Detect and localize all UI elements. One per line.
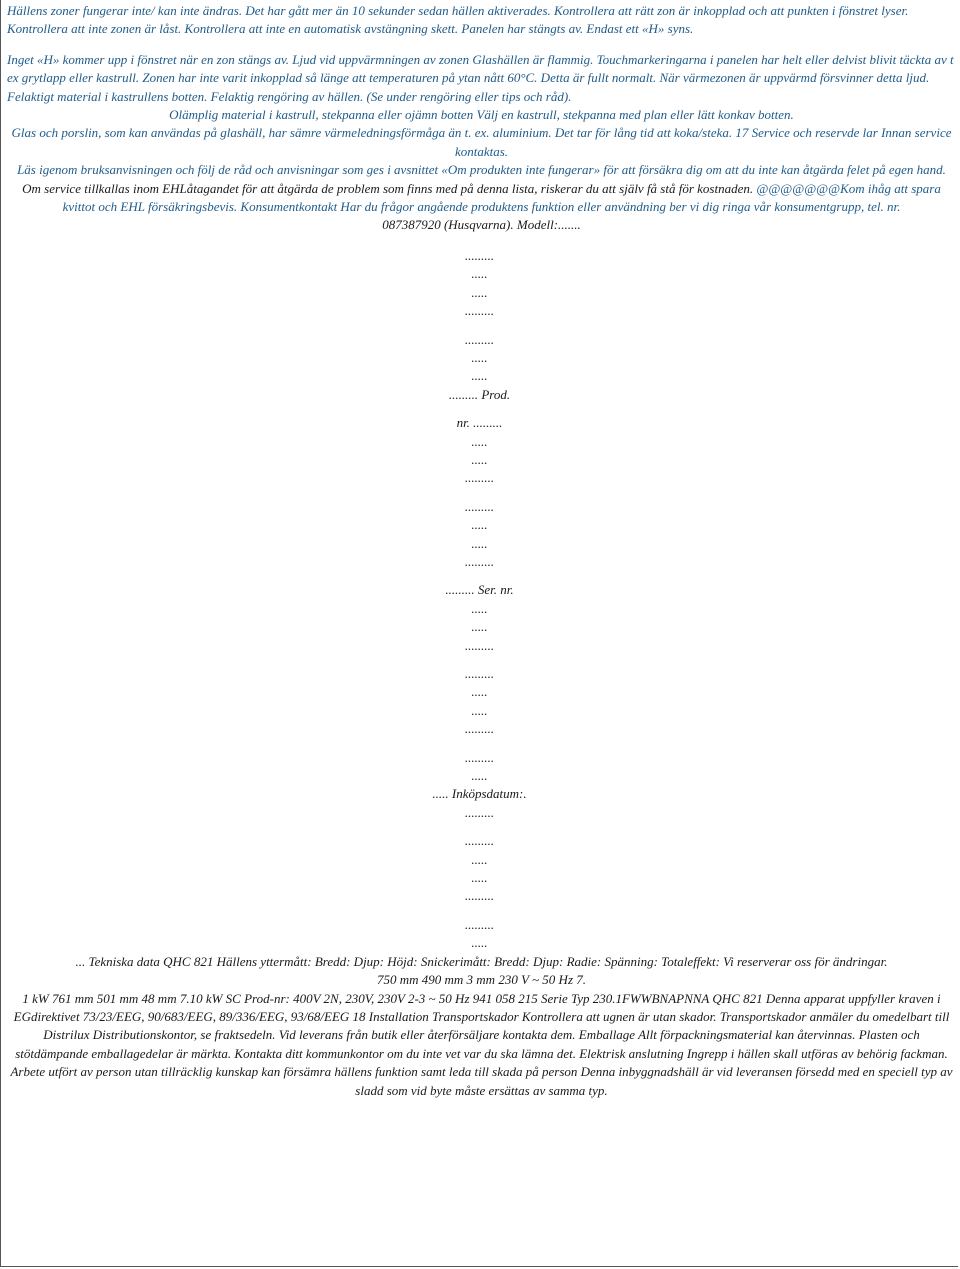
paragraph-read-manual [1,161,958,216]
paragraph-no-h-indicator: Inget «H» kommer upp i fönstret när en zon stängs av. Ljud vid uppvärmningen av zonen Glashällen är flammig. Touchmarkeringarna i panelen har helt eller delvist blivit täckta av t ex grytlapp eller kastrull. Zonen har inte varit inkopplad så länge att temperaturen på ytan nått 60°C. Detta är fullt normalt. När värmezonen är uppvärmd försvinner detta ljud. Felaktigt material i kastrullens botten. Felaktig rengöring av hällen. (Se under rengöring eller tips och råd). [7,51,954,104]
dot-line: ..... [471,600,488,616]
dot-line: ..... [471,368,488,384]
dot-line: ......... [464,833,495,849]
dot-line: ..... [471,935,488,951]
dot-line: ..... [471,702,488,718]
dot-line: ..... [471,284,488,300]
dot-line: ..... [471,684,488,700]
dot-line: ......... [464,247,495,263]
consumer-contact-text: @@@@@@@Kom ihåg att spara kvittot och EHL försäkringsbevis. Konsumentkontakt Har du frågor angående produktens funktion eller användning ber vi dig ringa vår konsumentgrupp, tel. nr. [62,180,941,215]
dot-line: ..... [471,266,488,282]
paragraph-glass-porcelain: Glas och porslin, som kan användas på glashäll, har sämre värmeledningsförmåga än t. ex. aluminium. Det tar för lång tid att koka/steka. 17 Service och reservde lar Innan service kontaktas. [11,125,952,159]
purchase-date-line: ..... Inköpsdatum:. [432,786,527,802]
dot-line: ..... [471,451,488,467]
dot-line: ......... [464,331,495,347]
paragraph-zones-not-working: Hällens zoner fungerar inte/ kan inte ändras. Det har gått mer än 10 sekunder sedan hällen aktiverades. Kontrollera att rätt zon är inkopplad och att punkten i fönstret lyser. Kontrollera att inte zonen är låst. Kontrollera att inte en automatisk avstängning skett. Panelen har stängts av. Endast ett «H» syns. [7,3,909,37]
dot-line: ......... [464,470,495,486]
prod-nr-line: nr. ......... [456,415,503,431]
dot-line: ..... [471,870,488,886]
ser-nr-line: ......... Ser. nr. [445,582,514,598]
registration-fields [1,247,958,953]
paragraph-dimensions: 750 mm 490 mm 3 mm 230 V ~ 50 Hz 7. [376,972,586,988]
prod-label-line: ......... Prod. [448,386,511,402]
dot-line: ......... [464,721,495,737]
dot-line: ..... [471,433,488,449]
dot-line: ..... [471,535,488,551]
dot-line: ..... [471,619,488,635]
dot-line: ......... [464,303,495,319]
dot-line: ......... [464,749,495,765]
paragraph-installation: 1 kW 761 mm 501 mm 48 mm 7.10 kW SC Prod-nr: 400V 2N, 230V, 230V 2-3 ~ 50 Hz 941 058 215 Serie Typ 230.1FWWBNAPNNA QHC 821 Denna apparat uppfyller kraven i EGdirektivet 73/23/EEG, 90/683/EEG, 89/336/EEG, 93/68/EEG 18 Installation Transportskador Kontrollera att ugnen är utan skador. Transportskador anmäler du omedelbart till Distrilux Distributionskontor, se fraktsedeln. Vid leverans från butik eller återförsäljare kontakta dem. Emballage Allt förpackningsmaterial kan återvinnas. Plasten och stötdämpande emballagedelar är märkta. Kontakta ditt kommunkontor om du inte vet var du ska lämna det. Elektrisk anslutning Ingrepp i hällen skall utföras av behörig fackman. Arbete utfört av person utan tillräcklig kunskap kan försämra hällens funktion samt leda till skada på person Denna inbyggnadshäll är vid leveransen försedd med en speciell typ av sladd som vid byte måste ersättas av samma typ. [10,990,953,1098]
dot-line: ..... [471,768,488,784]
dot-line: ..... [471,851,488,867]
dot-line: ......... [464,916,495,932]
paragraph-phone-model: 087387920 (Husqvarna). Modell:....... [382,217,581,233]
service-cost-text: Om service tillkallas inom EHLåtagandet för att åtgärda de problem som finns med på denna lista, riskerar du att själv få stå för kostnaden. [22,180,754,196]
read-manual-text: Läs igenom bruksanvisningen och följ de råd och anvisningar som ges i avsnittet «Om produkten inte fungerar» för att försäkra dig om att du inte kan åtgärda felet på egen hand. [17,162,946,178]
dot-line: ......... [464,888,495,904]
paragraph-unsuitable-material: Olämplig material i kastrull, stekpanna eller ojämn botten Välj en kastrull, stekpanna med plan eller lätt konkav botten. [169,107,794,123]
dot-line: ......... [464,804,495,820]
dot-line: ......... [464,637,495,653]
dot-line: ......... [464,666,495,681]
dot-line: ......... [464,498,495,514]
dot-line: ..... [471,349,488,365]
paragraph-technical-data: ... Tekniska data QHC 821 Hällens yttermått: Bredd: Djup: Höjd: Snickerimått: Bredd: Djup: Radie: Spänning: Totaleffekt: Vi reserverar oss för ändringar. [75,953,888,969]
dot-line: ..... [471,517,488,533]
dot-line: ......... [464,553,495,569]
